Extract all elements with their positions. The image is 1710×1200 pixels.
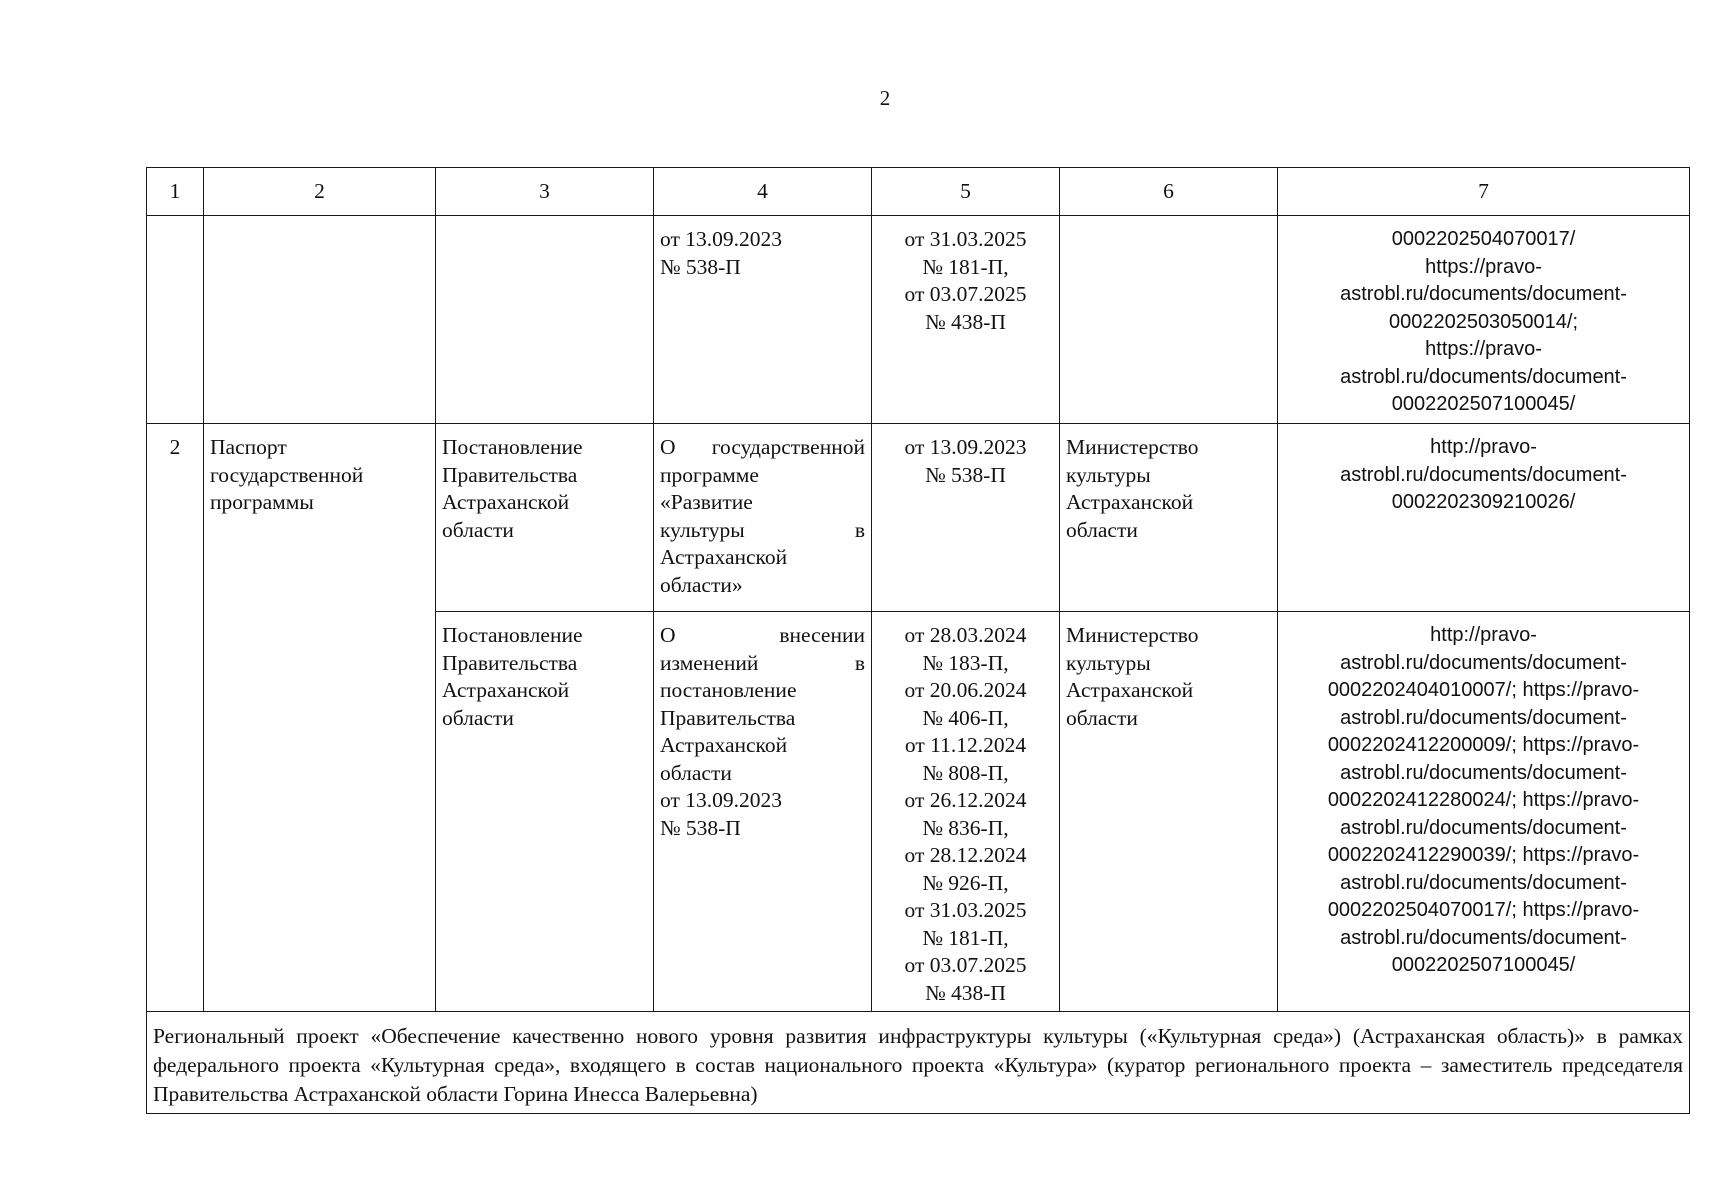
cell-empty [436,216,654,424]
header-col-1: 1 [147,168,204,216]
cell-links: 0002202504070017/ https://pravo- astrobl.ru/documents/document- 0002202503050014/; https://pravo- astrobl.ru/documents/document- 0002202507100045/ [1278,216,1690,424]
table-row-continuation [147,216,1690,424]
header-col-3: 3 [436,168,654,216]
header-col-5: 5 [872,168,1060,216]
cell-amendment-dates: от 13.09.2023 № 538-П [872,424,1060,612]
table-header-row [147,168,1690,216]
registry-table [146,167,1690,1114]
regional-project-caption: Региональный проект «Обеспечение качественно нового уровня развития инфраструктуры культуры («Культурная среда») (Астраханская область)» в рамках федерального проекта «Культурная среда», входящего в состав национального проекта «Культура» (куратор регионального проекта – заместитель председателя Правительства Астраханской области Горина Инесса Валерьевна) [147,1012,1690,1114]
cell-document-title: О внесении изменений в постановление Правительства Астраханской области от 13.09.2023 № 538-П [654,612,872,1012]
table-row-regional-project [147,1012,1690,1114]
table-row-2 [147,424,1690,612]
cell-empty [147,216,204,424]
cell-executor: Министерство культуры Астраханской области [1060,612,1278,1012]
cell-links: http://pravo- astrobl.ru/documents/document- 0002202404010007/; https://pravo- astrobl.ru/documents/document- 0002202412200009/; https://pravo- astrobl.ru/documents/document- 0002202412280024/; https://pravo- astrobl.ru/documents/document- 0002202412290039/; https://pravo- astrobl.ru/documents/document- 0002202504070017/; https://pravo- astrobl.ru/documents/document- 0002202507100045/ [1278,612,1690,1012]
header-col-2: 2 [204,168,436,216]
cell-executor: Министерство культуры Астраханской области [1060,424,1278,612]
page-number: 2 [879,86,891,110]
cell-document-type: Постановление Правительства Астраханской области [436,424,654,612]
header-col-4: 4 [654,168,872,216]
cell-document-type: Постановление Правительства Астраханской области [436,612,654,1012]
cell-document-date: от 13.09.2023 № 538-П [654,216,872,424]
cell-document-name: Паспорт государственной программы [204,424,436,1012]
cell-document-title: О государственной программе «Развитие культуры в Астраханской области» [654,424,872,612]
cell-row-number: 2 [147,424,204,1012]
cell-empty [204,216,436,424]
cell-links: http://pravo- astrobl.ru/documents/document- 0002202309210026/ [1278,424,1690,612]
cell-amendment-dates: от 31.03.2025 № 181-П, от 03.07.2025 № 438-П [872,216,1060,424]
cell-amendment-dates: от 28.03.2024 № 183-П, от 20.06.2024 № 406-П, от 11.12.2024 № 808-П, от 26.12.2024 № 836-П, от 28.12.2024 № 926-П, от 31.03.2025 № 181-П, от 03.07.2025 № 438-П [872,612,1060,1012]
cell-empty [1060,216,1278,424]
header-col-6: 6 [1060,168,1278,216]
header-col-7: 7 [1278,168,1690,216]
